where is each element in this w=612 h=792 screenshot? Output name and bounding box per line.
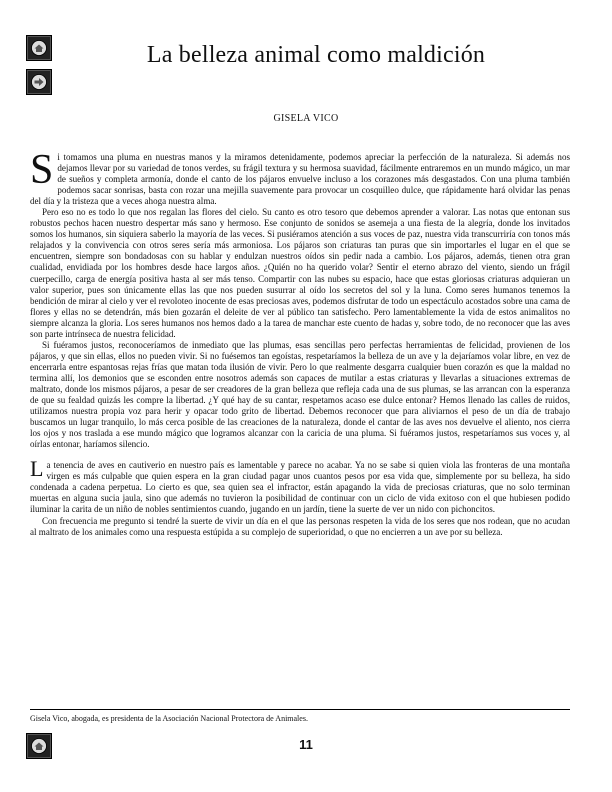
footnote-divider: [30, 709, 570, 710]
article-body: [30, 147, 570, 538]
paragraph-5: Con frecuencia me pregunto si tendré la suerte de vivir un día en el que las personas respeten la vida de los seres que nos rodean, que no acudan al maltrato de los animales como una respuesta estúpida a su complejo de superioridad, o que no encierren a un ave por su belleza.: [30, 515, 570, 537]
drop-cap: S: [30, 147, 54, 193]
page-number: 11: [299, 737, 313, 752]
paragraph-2: Pero eso no es todo lo que nos regalan las flores del cielo. Su canto es otro tesoro que debemos aprender a valorar. Las notas que entonan sus robustos pechos hacen nuestro despertar más sano y hermoso. Ese conjunto de sonidos se asemeja a una fiesta de la alegría, donde los invitados somos los humanos, sin siquiera saberlo la mayoría de las veces. Si pusiéramos atención a sus voces de paz, nuestra vida transcurriría con tonos más relajados y la convivencia con otros seres sería más armoniosa. Los pájaros son criaturas tan puras que sin importarles el lugar en el que se encuentren, siempre son bondadosas con su hablar y endulzan nuestros oídos sin pedir nada a cambio. Los pájaros, además, tienen otra gran cualidad, envidiada por los hombres desde hace largos años. ¿Quién no ha querido volar? Sentir el eterno abrazo del viento, siendo un frágil cuerpecillo, carga de energía positiva hasta al ser más tenso. Compartir con las nubes su espacio, hace que estas gloriosas criaturas adquieran un valor superior, pues son únicamente ellas las que nos pueden susurrar al oído los secretos del sol y la luna. Como seres humanos tenemos la bendición de mirar al cielo y ver el revoloteo inocente de esas preciosas aves, podemos disfrutar de todo un espectáculo acostados sobre una cama de flores y ellas no se detendrán, más bien gozarán el deleite de ver al público tan satisfecho. Pero lamentablemente la vida de estos animalitos no siempre alcanza la gloria. Los seres humanos nos hemos dado a la tarea de manchar este cuento de hadas y, sobre todo, de no reconocer que las aves son parte intrínseca de nuestra felicidad.: [30, 207, 570, 339]
paragraph-4: La tenencia de aves en cautiverio en nuestro país es lamentable y parece no acabar. Ya no se sabe si quien viola las fronteras de una montaña virgen es más culpable que quien espera en la gran ciudad pagar unos cuantos pesos por esa vida que, simplemente por su belleza, ha sido condenada a cadena perpetua. Lo cierto es que, sea quien sea el infractor, están apagando la vida de preciosas criaturas, que no solo terminan muertas en alguna sucia jaula, sino que además no tuvieron la posibilidad de continuar con un ciclo de vida exitoso con el que hubiesen podido iluminar la carita de un niño de nobles sentimientos cuando, jugando en un jardín, tiene la suerte de ver un nido con pichoncitos.: [30, 456, 570, 515]
arrow-right-icon: [31, 74, 47, 90]
paragraph-1: Si tomamos una pluma en nuestras manos y la miramos detenidamente, podemos apreciar la perfección de la naturaleza. Si además nos dejamos llevar por su variedad de tonos verdes, su frágil textura y su hermosa suavidad, fácilmente entraremos en un mundo mágico, un mar de sueños y completa armonía, donde el canto de los pájaros envuelve incluso a los corazones más desgastados. Con una pluma también podemos sacar sonrisas, basta con rozar una mejilla suavemente para provocar un cosquilleo dulce, que rápidamente hará olvidar las penas del día y la tristeza que a veces ahoga nuestra alma.: [30, 147, 570, 207]
paragraph-3: Si fuéramos justos, reconoceríamos de inmediato que las plumas, esas sencillas pero perfectas herramientas de felicidad, provienen de los pájaros, y que sin ellas, ellos no pueden vivir. Si no fuésemos tan egoístas, respetaríamos la belleza de un ave y la dejaríamos volar libre, en vez de encerrarla entre espantosas rejas frías que matan toda ilusión de vivir. Pero lo que realmente desgarra cualquier buen corazón es que la maldad no termina allí, los demonios que se esconden entre nosotros además son capaces de mutilar a estas criaturas y llevarlas a situaciones extremas de maltrato, donde los mismos pájaros, a pesar de ser creadores de la gran belleza que refleja cada una de sus plumas, se las arrancan con la esperanza de que su fealdad quizás les compre la libertad. ¿Y qué hay de su cantar, respetamos acaso ese dulce entonar? Hemos llenado las calles de ruidos, utilizamos nuestra propia voz para herir y opacar todo grito de libertad. Debemos reconocer que para aliviarnos el peso de un día de trabajo buscamos un lugar tranquilo, lo más cerca posible de las creaciones de la naturaleza, donde el cantar de las aves nos devuelve el aliento, nos cierra los ojos y nos traslada a ese mundo mágico que logramos alcanzar con la caricia de una pluma. Si fuéramos justos, respetaríamos sus voces y, al oírlas entonar, haríamos silencio.: [30, 339, 570, 450]
article-title: La belleza animal como maldición: [146, 42, 486, 68]
home-icon: [31, 40, 47, 56]
author-name: GISELA VICO: [273, 113, 339, 124]
next-page-button[interactable]: [26, 69, 52, 95]
drop-cap: L: [30, 456, 44, 482]
footnote: Gisela Vico, abogada, es presidenta de la Asociación Nacional Protectora de Animales.: [30, 714, 308, 723]
home-button-top[interactable]: [26, 35, 52, 61]
